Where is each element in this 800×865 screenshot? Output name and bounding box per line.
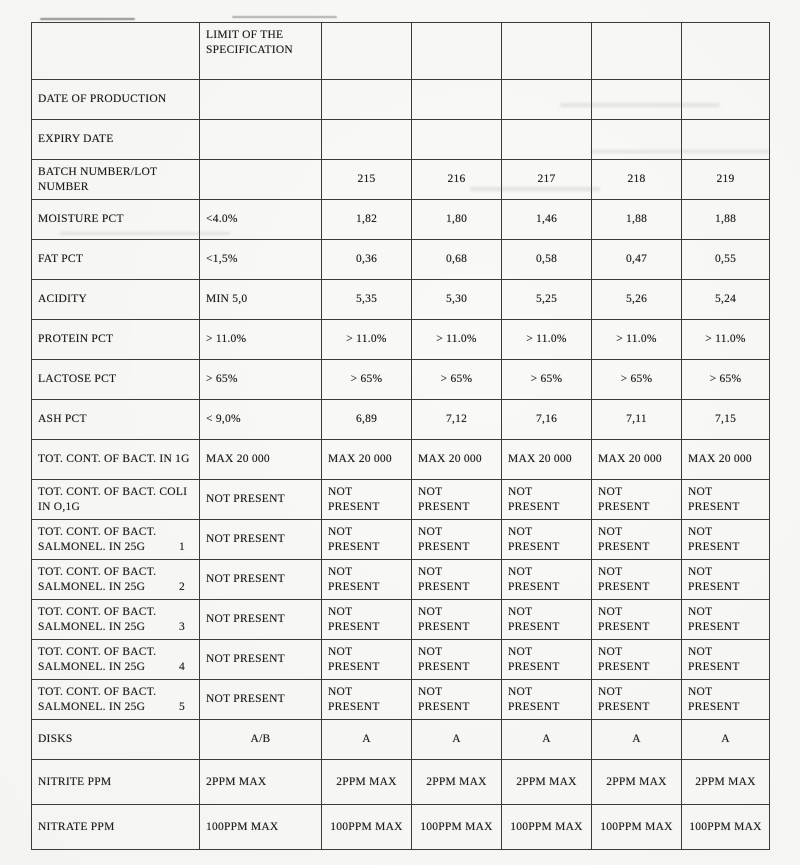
row-label-text: TOT. CONT. OF BACT. IN 1G — [38, 453, 190, 466]
row-label-text: ACIDITY — [38, 293, 88, 306]
row-label-text: TOT. CONT. OF BACT. SALMONEL. IN 25G — [38, 645, 157, 673]
row-label — [38, 252, 193, 267]
value-cell — [592, 80, 682, 120]
value-cell — [322, 80, 412, 120]
value-cell — [682, 23, 770, 80]
row-label-cell — [32, 200, 200, 240]
value-cell: 1,82 — [322, 200, 412, 240]
value-cell: NOT PRESENT — [502, 480, 592, 520]
value-cell: NOT PRESENT — [412, 640, 502, 680]
limit-cell: NOT PRESENT — [200, 520, 322, 560]
value-cell: 2PPM MAX — [412, 760, 502, 805]
limit-cell: NOT PRESENT — [200, 560, 322, 600]
limit-cell: 100PPM MAX — [200, 805, 322, 850]
value-cell: 1,88 — [682, 200, 770, 240]
row-label — [38, 820, 193, 835]
value-cell: 6,89 — [322, 400, 412, 440]
row-label — [38, 165, 193, 195]
value-cell: 1,46 — [502, 200, 592, 240]
scan-artifact — [40, 18, 135, 20]
row-label — [38, 452, 193, 467]
value-cell: MAX 20 000 — [682, 440, 770, 480]
limit-cell: > 11.0% — [200, 320, 322, 360]
value-cell: NOT PRESENT — [322, 480, 412, 520]
row-label-cell — [32, 680, 200, 720]
value-cell: NOT PRESENT — [322, 640, 412, 680]
value-cell: NOT PRESENT — [592, 560, 682, 600]
value-cell: NOT PRESENT — [322, 520, 412, 560]
value-cell: NOT PRESENT — [592, 480, 682, 520]
value-cell: 0,58 — [502, 240, 592, 280]
value-cell: 215 — [322, 160, 412, 200]
value-cell: A — [322, 720, 412, 760]
row-index: 4 — [179, 660, 185, 673]
value-cell: MAX 20 000 — [322, 440, 412, 480]
row-label — [38, 732, 193, 747]
row-label-cell — [32, 80, 200, 120]
value-cell — [592, 120, 682, 160]
row-label — [38, 605, 193, 635]
row-label-text: LACTOSE PCT — [38, 373, 117, 386]
value-cell: MAX 20 000 — [502, 440, 592, 480]
value-cell: 100PPM MAX — [592, 805, 682, 850]
limit-cell: NOT PRESENT — [200, 600, 322, 640]
row-label-cell — [32, 720, 200, 760]
value-cell: > 65% — [502, 360, 592, 400]
row-label-cell — [32, 400, 200, 440]
row-label-text: FAT PCT — [38, 253, 84, 266]
value-cell: 0,47 — [592, 240, 682, 280]
value-cell: 0,68 — [412, 240, 502, 280]
row-label-text: DISKS — [38, 733, 73, 746]
table-row — [32, 23, 770, 80]
value-cell: A — [412, 720, 502, 760]
value-cell: NOT PRESENT — [412, 680, 502, 720]
row-index: 2 — [179, 580, 185, 593]
row-label-cell — [32, 23, 200, 80]
limit-cell: NOT PRESENT — [200, 480, 322, 520]
value-cell: 7,11 — [592, 400, 682, 440]
value-cell: 219 — [682, 160, 770, 200]
value-cell: NOT PRESENT — [592, 640, 682, 680]
row-index: 1 — [179, 540, 185, 553]
table-row — [32, 805, 770, 850]
value-cell: 2PPM MAX — [502, 760, 592, 805]
limit-cell: 2PPM MAX — [200, 760, 322, 805]
row-label-cell — [32, 480, 200, 520]
table-row — [32, 200, 770, 240]
row-label — [38, 565, 193, 595]
value-cell: A — [592, 720, 682, 760]
row-label-text: TOT. CONT. OF BACT. SALMONEL. IN 25G — [38, 525, 157, 553]
value-cell: 100PPM MAX — [682, 805, 770, 850]
value-cell: 2PPM MAX — [682, 760, 770, 805]
value-cell: 7,16 — [502, 400, 592, 440]
limit-cell: A/B — [200, 720, 322, 760]
row-label — [38, 212, 193, 227]
row-label-cell — [32, 640, 200, 680]
value-cell: > 11.0% — [682, 320, 770, 360]
row-label-cell — [32, 520, 200, 560]
limit-cell: MIN 5,0 — [200, 280, 322, 320]
value-cell: NOT PRESENT — [682, 520, 770, 560]
value-cell: NOT PRESENT — [682, 560, 770, 600]
value-cell: NOT PRESENT — [502, 560, 592, 600]
table-row — [32, 80, 770, 120]
limit-cell: NOT PRESENT — [200, 680, 322, 720]
row-label — [38, 685, 193, 715]
value-cell: NOT PRESENT — [412, 480, 502, 520]
table-row — [32, 600, 770, 640]
table-row — [32, 320, 770, 360]
table-row — [32, 360, 770, 400]
row-label-text: TOT. CONT. OF BACT. COLI IN O,1G — [38, 485, 188, 513]
value-cell — [412, 23, 502, 80]
value-cell: 2PPM MAX — [592, 760, 682, 805]
value-cell: 1,88 — [592, 200, 682, 240]
table-row — [32, 640, 770, 680]
value-cell: NOT PRESENT — [412, 560, 502, 600]
value-cell: 7,15 — [682, 400, 770, 440]
value-cell — [322, 23, 412, 80]
row-label — [38, 525, 193, 555]
value-cell: > 65% — [322, 360, 412, 400]
value-cell: NOT PRESENT — [412, 520, 502, 560]
table-row — [32, 160, 770, 200]
value-cell: NOT PRESENT — [502, 680, 592, 720]
table-row — [32, 280, 770, 320]
row-label-cell — [32, 600, 200, 640]
value-cell — [682, 120, 770, 160]
value-cell: NOT PRESENT — [322, 680, 412, 720]
table-row — [32, 520, 770, 560]
value-cell: A — [502, 720, 592, 760]
value-cell: NOT PRESENT — [682, 640, 770, 680]
value-cell — [412, 80, 502, 120]
value-cell — [412, 120, 502, 160]
value-cell — [502, 23, 592, 80]
row-label-cell — [32, 560, 200, 600]
limit-cell: LIMIT OF THE SPECIFICATION — [200, 23, 322, 80]
value-cell: NOT PRESENT — [412, 600, 502, 640]
table-row — [32, 400, 770, 440]
row-label — [38, 92, 193, 107]
limit-cell — [200, 120, 322, 160]
value-cell: MAX 20 000 — [592, 440, 682, 480]
value-cell: 7,12 — [412, 400, 502, 440]
row-label-text: TOT. CONT. OF BACT. SALMONEL. IN 25G — [38, 605, 157, 633]
value-cell: NOT PRESENT — [322, 600, 412, 640]
limit-cell: NOT PRESENT — [200, 640, 322, 680]
row-label — [38, 332, 193, 347]
value-cell: 0,55 — [682, 240, 770, 280]
value-cell: 2PPM MAX — [322, 760, 412, 805]
table-row — [32, 560, 770, 600]
value-cell: 5,30 — [412, 280, 502, 320]
value-cell: 100PPM MAX — [502, 805, 592, 850]
row-index: 5 — [179, 700, 185, 713]
limit-cell — [200, 160, 322, 200]
row-label-cell — [32, 120, 200, 160]
scan-artifact — [232, 16, 337, 18]
specification-table — [31, 22, 770, 850]
value-cell: A — [682, 720, 770, 760]
row-label-text: DATE OF PRODUCTION — [38, 93, 167, 106]
table-row — [32, 440, 770, 480]
value-cell: 5,24 — [682, 280, 770, 320]
value-cell: 216 — [412, 160, 502, 200]
row-label — [38, 372, 193, 387]
value-cell: 218 — [592, 160, 682, 200]
row-label-text: TOT. CONT. OF BACT. SALMONEL. IN 25G — [38, 565, 157, 593]
value-cell: 0,36 — [322, 240, 412, 280]
value-cell: 5,25 — [502, 280, 592, 320]
limit-cell: < 9,0% — [200, 400, 322, 440]
row-label — [38, 775, 193, 790]
row-label-cell — [32, 805, 200, 850]
row-label-text: BATCH NUMBER/LOT NUMBER — [38, 165, 158, 193]
value-cell: NOT PRESENT — [322, 560, 412, 600]
value-cell — [592, 23, 682, 80]
table-row — [32, 240, 770, 280]
value-cell: > 11.0% — [502, 320, 592, 360]
value-cell — [502, 120, 592, 160]
value-cell: 1,80 — [412, 200, 502, 240]
row-label-cell — [32, 760, 200, 805]
row-label-text: NITRATE PPM — [38, 820, 115, 833]
value-cell: NOT PRESENT — [682, 680, 770, 720]
value-cell: > 65% — [592, 360, 682, 400]
value-cell: NOT PRESENT — [502, 520, 592, 560]
row-label-cell — [32, 160, 200, 200]
value-cell: > 65% — [682, 360, 770, 400]
value-cell: > 65% — [412, 360, 502, 400]
limit-cell: <1,5% — [200, 240, 322, 280]
table-row — [32, 120, 770, 160]
row-label-cell — [32, 240, 200, 280]
row-label-cell — [32, 320, 200, 360]
table-row — [32, 680, 770, 720]
row-label-text: MOISTURE PCT — [38, 213, 124, 226]
limit-cell: > 65% — [200, 360, 322, 400]
row-index: 3 — [179, 620, 185, 633]
value-cell: MAX 20 000 — [412, 440, 502, 480]
row-label-cell — [32, 360, 200, 400]
value-cell: NOT PRESENT — [592, 680, 682, 720]
row-label-cell — [32, 440, 200, 480]
value-cell: NOT PRESENT — [502, 640, 592, 680]
limit-cell — [200, 80, 322, 120]
value-cell: 5,26 — [592, 280, 682, 320]
limit-cell: <4.0% — [200, 200, 322, 240]
value-cell: NOT PRESENT — [502, 600, 592, 640]
value-cell: 100PPM MAX — [412, 805, 502, 850]
value-cell: 5,35 — [322, 280, 412, 320]
table-row — [32, 480, 770, 520]
value-cell: NOT PRESENT — [682, 480, 770, 520]
value-cell: NOT PRESENT — [682, 600, 770, 640]
value-cell — [322, 120, 412, 160]
row-label — [38, 485, 193, 515]
value-cell: NOT PRESENT — [592, 600, 682, 640]
row-label-text: NITRITE PPM — [38, 775, 112, 788]
row-label — [38, 412, 193, 427]
row-label — [38, 645, 193, 675]
row-label-text: TOT. CONT. OF BACT. SALMONEL. IN 25G — [38, 685, 157, 713]
row-label-text: ASH PCT — [38, 413, 87, 426]
row-label-cell — [32, 280, 200, 320]
table-row — [32, 720, 770, 760]
row-label — [38, 132, 193, 147]
value-cell: NOT PRESENT — [592, 520, 682, 560]
value-cell — [502, 80, 592, 120]
row-label-text: PROTEIN PCT — [38, 333, 114, 346]
value-cell: > 11.0% — [592, 320, 682, 360]
value-cell — [682, 80, 770, 120]
value-cell: 100PPM MAX — [322, 805, 412, 850]
row-label — [38, 292, 193, 307]
value-cell: > 11.0% — [322, 320, 412, 360]
table-row — [32, 760, 770, 805]
row-label-text: EXPIRY DATE — [38, 133, 114, 146]
value-cell: > 11.0% — [412, 320, 502, 360]
value-cell: 217 — [502, 160, 592, 200]
limit-cell: MAX 20 000 — [200, 440, 322, 480]
